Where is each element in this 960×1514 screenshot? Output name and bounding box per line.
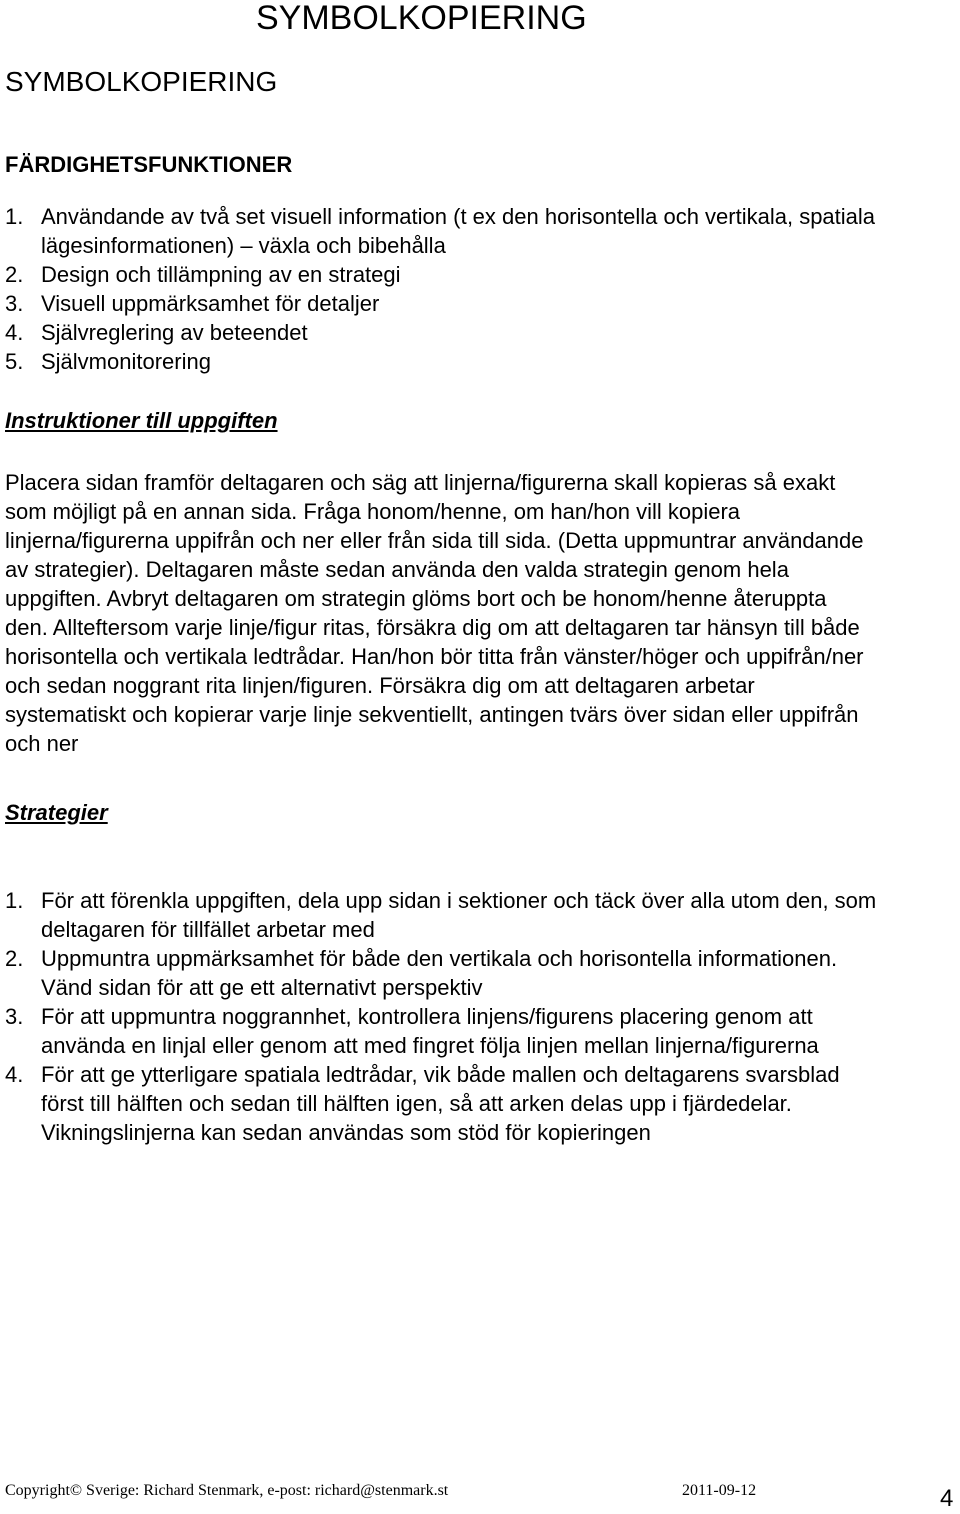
strategies-heading: Strategier <box>5 800 108 825</box>
list-item-number: 5. <box>5 349 24 374</box>
footer-date: 2011-09-12 <box>682 1482 757 1499</box>
list-item <box>5 347 905 376</box>
list-item-number: 3. <box>5 1004 24 1029</box>
footer-copyright: Copyright© Sverige: Richard Stenmark, e-post: richard@stenmark.st <box>5 1482 449 1499</box>
list-item <box>5 289 905 318</box>
list-item-number: 2. <box>5 946 24 971</box>
list-item-text: Design och tillämpning av en strategi <box>41 262 401 287</box>
list-item <box>5 260 905 289</box>
list-item-number: 2. <box>5 262 24 287</box>
instructions-heading: Instruktioner till uppgiften <box>5 408 278 433</box>
list-item-text: För att uppmuntra noggrannhet, kontrollera linjens/figurens placering genom att använda en linjal eller genom att med fingret följa linjen mellan linjerna/figurerna <box>41 1004 819 1058</box>
document-body <box>5 62 905 1147</box>
page-number: 4 <box>940 1485 954 1512</box>
list-item <box>5 1060 885 1147</box>
list-item-text: Självreglering av beteendet <box>41 320 308 345</box>
list-item-number: 1. <box>5 888 24 913</box>
skills-heading: FÄRDIGHETSFUNKTIONER <box>5 152 293 177</box>
strategies-list <box>5 886 885 1147</box>
skills-list <box>5 202 905 376</box>
list-item-text: Användande av två set visuell information (t ex den horisontella och vertikala, spatiala lägesinformationen) – växla och bibehålla <box>41 204 876 258</box>
list-item <box>5 202 905 260</box>
list-item-text: Självmonitorering <box>41 349 211 374</box>
list-item-number: 1. <box>5 204 24 229</box>
list-item-number: 4. <box>5 320 24 345</box>
list-item <box>5 1002 885 1060</box>
instructions-paragraph: Placera sidan framför deltagaren och säg att linjerna/figurerna skall kopieras så exakt som möjligt på en annan sida. Fråga honom/henne, om han/hon vill kopiera linjerna/figurerna uppifrån och ner eller från sida till sida. (Detta uppmuntrar användande av strategier). Deltagaren måste sedan använda den valda strategin genom hela uppgiften. Avbryt deltagaren om strategin glöms bort och be honom/henne återuppta den. Allteftersom varje linje/figur ritas, försäkra dig om att deltagaren tar hänsyn till både horisontella och vertikala ledtrådar. Han/hon bör titta från vänster/höger och uppifrån/ner och sedan noggrant rita linjen/figuren. Försäkra dig om att deltagaren arbetar systematiskt och kopierar varje linje sekventiellt, antingen tvärs över sidan eller uppifrån och ner <box>5 470 864 756</box>
document-title: SYMBOLKOPIERING <box>5 66 278 97</box>
list-item <box>5 944 885 1002</box>
list-item <box>5 886 885 944</box>
list-item <box>5 318 905 347</box>
list-item-text: För att förenkla uppgiften, dela upp sidan i sektioner och täck över alla utom den, som deltagaren för tillfället arbetar med <box>41 888 877 942</box>
footer <box>5 1480 765 1502</box>
list-item-text: Uppmuntra uppmärksamhet för både den vertikala och horisontella informationen. Vänd sidan för att ge ett alternativt perspektiv <box>41 946 838 1000</box>
header-title: SYMBOLKOPIERING <box>256 0 587 37</box>
list-item-number: 4. <box>5 1062 24 1087</box>
list-item-text: För att ge ytterligare spatiala ledtrådar, vik både mallen och deltagarens svarsblad först till hälften och sedan till hälften igen, så att arken delas upp i fjärdedelar. Vikningslinjerna kan sedan användas som stöd för kopieringen <box>41 1062 840 1145</box>
list-item-number: 3. <box>5 291 24 316</box>
list-item-text: Visuell uppmärksamhet för detaljer <box>41 291 380 316</box>
